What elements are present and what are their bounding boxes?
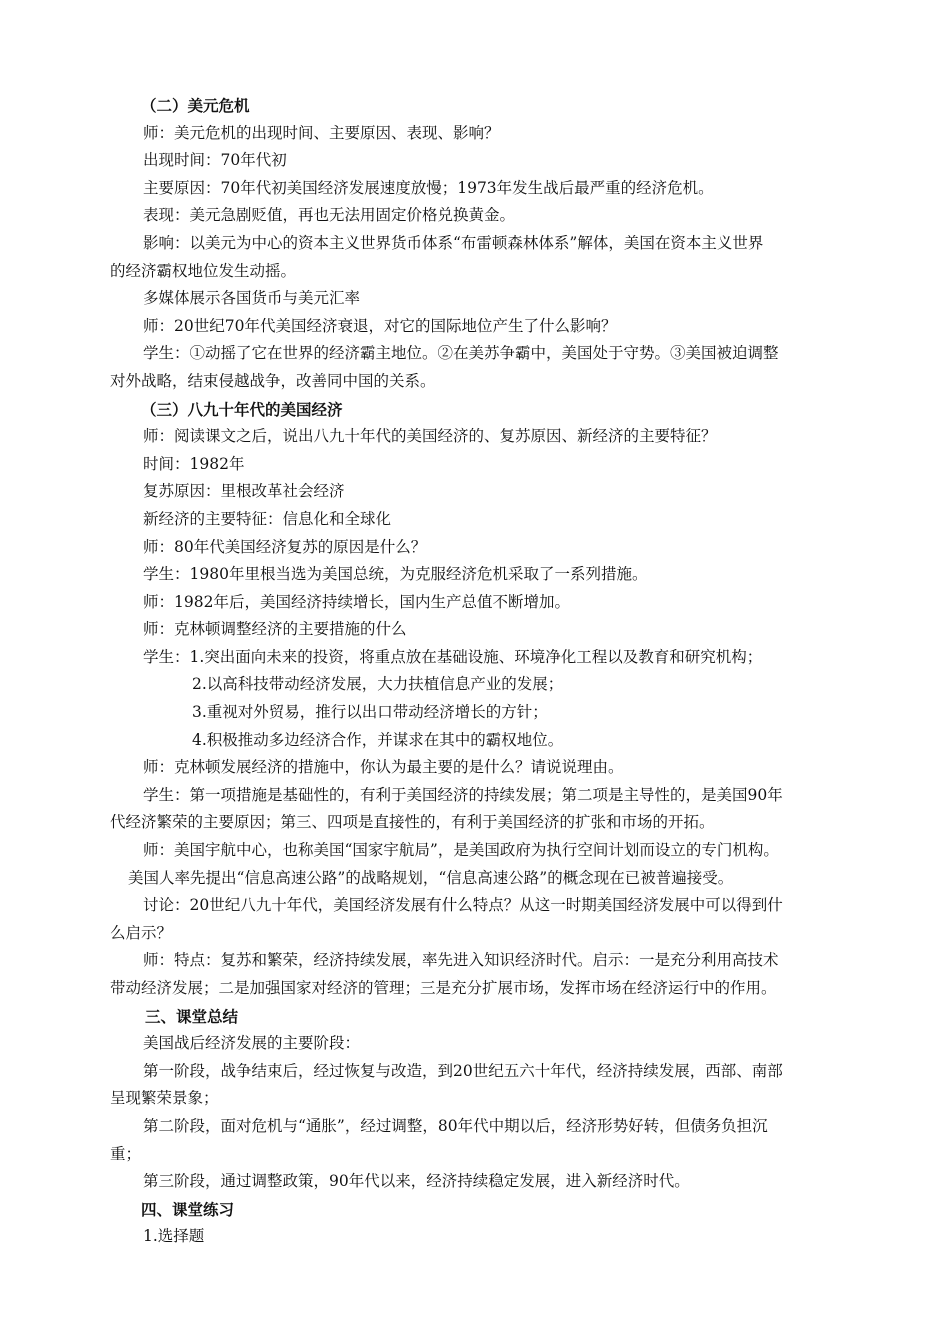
paragraph: 美国人率先提出“信息高速公路”的战略规划，“信息高速公路”的概念现在已被普遍接受。 xyxy=(128,868,734,887)
paragraph: 第一阶段，战争结束后，经过恢复与改造，到20世纪五六十年代，经济持续发展，西部、南部 xyxy=(143,1061,783,1080)
paragraph: 师：1982年后，美国经济持续增长，国内生产总值不断增加。 xyxy=(143,592,570,611)
practice-heading: 四、课堂练习 xyxy=(141,1199,235,1219)
paragraph: 师：阅读课文之后，说出八九十年代的美国经济的、复苏原因、新经济的主要特征？ xyxy=(143,427,717,446)
paragraph: 师：20世纪70年代美国经济衰退，对它的国际地位产生了什么影响？ xyxy=(143,316,617,335)
paragraph: 学生：第一项措施是基础性的，有利于美国经济的持续发展；第二项是主导性的，是美国90年 xyxy=(143,785,783,804)
paragraph: 师：80年代美国经济复苏的原因是什么？ xyxy=(143,537,427,556)
paragraph: 第二阶段，面对危机与“通胀”，经过调整，80年代中期以后，经济形势好转，但债务负担沉 xyxy=(143,1116,768,1135)
paragraph: 学生：1980年里根当选为美国总统，为克服经济危机采取了一系列措施。 xyxy=(143,565,648,584)
paragraph: 学生：①动摇了它在世界的经济霸主地位。②在美苏争霸中，美国处于守势。③美国被迫调整 xyxy=(143,344,779,363)
paragraph: 师：克林顿调整经济的主要措施的什么 xyxy=(143,620,407,639)
summary-heading: 三、课堂总结 xyxy=(145,1006,239,1026)
list-item: 2.以高科技带动经济发展，大力扶植信息产业的发展； xyxy=(192,675,564,694)
paragraph: 师：美元危机的出现时间、主要原因、表现、影响？ xyxy=(143,123,500,142)
paragraph: 美国战后经济发展的主要阶段： xyxy=(143,1034,361,1053)
paragraph: 出现时间：70年代初 xyxy=(143,151,287,170)
paragraph: 影响：以美元为中心的资本主义世界货币体系“布雷顿森林体系”解体，美国在资本主义世界 xyxy=(143,233,764,252)
paragraph: 师：美国宇航中心，也称美国“国家宇航局”，是美国政府为执行空间计划而设立的专门机构。 xyxy=(143,841,779,860)
paragraph: 么启示？ xyxy=(110,923,173,942)
paragraph: 带动经济发展；二是加强国家对经济的管理；三是充分扩展市场，发挥市场在经济运行中的作用。 xyxy=(110,979,777,997)
paragraph: 主要原因：70年代初美国经济发展速度放慢；1973年发生战后最严重的经济危机。 xyxy=(143,178,714,197)
paragraph: 新经济的主要特征：信息化和全球化 xyxy=(143,509,392,528)
paragraph: 代经济繁荣的主要原因；第三、四项是直接性的，有利于美国经济的扩张和市场的开拓。 xyxy=(110,813,715,832)
paragraph: 对外战略，结束侵越战争，改善同中国的关系。 xyxy=(110,371,436,390)
paragraph: 1.选择题 xyxy=(143,1227,205,1246)
paragraph: 的经济霸权地位发生动摇。 xyxy=(110,261,297,280)
paragraph: 师：克林顿发展经济的措施中，你认为最主要的是什么？请说说理由。 xyxy=(143,758,624,777)
paragraph: 讨论：20世纪八九十年代，美国经济发展有什么特点？从这一时期美国经济发展中可以得到什 xyxy=(143,896,783,915)
section-2-heading: （二）美元危机 xyxy=(141,96,250,115)
paragraph: 时间：1982年 xyxy=(143,454,245,473)
section-3-heading: （三）八九十年代的美国经济 xyxy=(141,399,343,419)
list-item: 3.重视对外贸易，推行以出口带动经济增长的方针； xyxy=(192,703,548,722)
paragraph: 重； xyxy=(110,1144,142,1163)
paragraph: 复苏原因：里根改革社会经济 xyxy=(143,482,345,501)
paragraph: 师：特点：复苏和繁荣，经济持续发展，率先进入知识经济时代。启示：一是充分利用高技术 xyxy=(143,951,779,970)
document-page xyxy=(110,92,842,1251)
list-item: 4.积极推动多边经济合作，并谋求在其中的霸权地位。 xyxy=(192,730,564,749)
paragraph: 多媒体展示各国货币与美元汇率 xyxy=(143,289,361,308)
paragraph: 表现：美元急剧贬值，再也无法用固定价格兑换黄金。 xyxy=(143,206,516,225)
paragraph: 第三阶段，通过调整政策，90年代以来，经济持续稳定发展，进入新经济时代。 xyxy=(143,1172,690,1191)
list-item: 学生：1.突出面向未来的投资，将重点放在基础设施、环境净化工程以及教育和研究机构； xyxy=(143,647,763,666)
paragraph: 呈现繁荣景象； xyxy=(110,1089,219,1108)
